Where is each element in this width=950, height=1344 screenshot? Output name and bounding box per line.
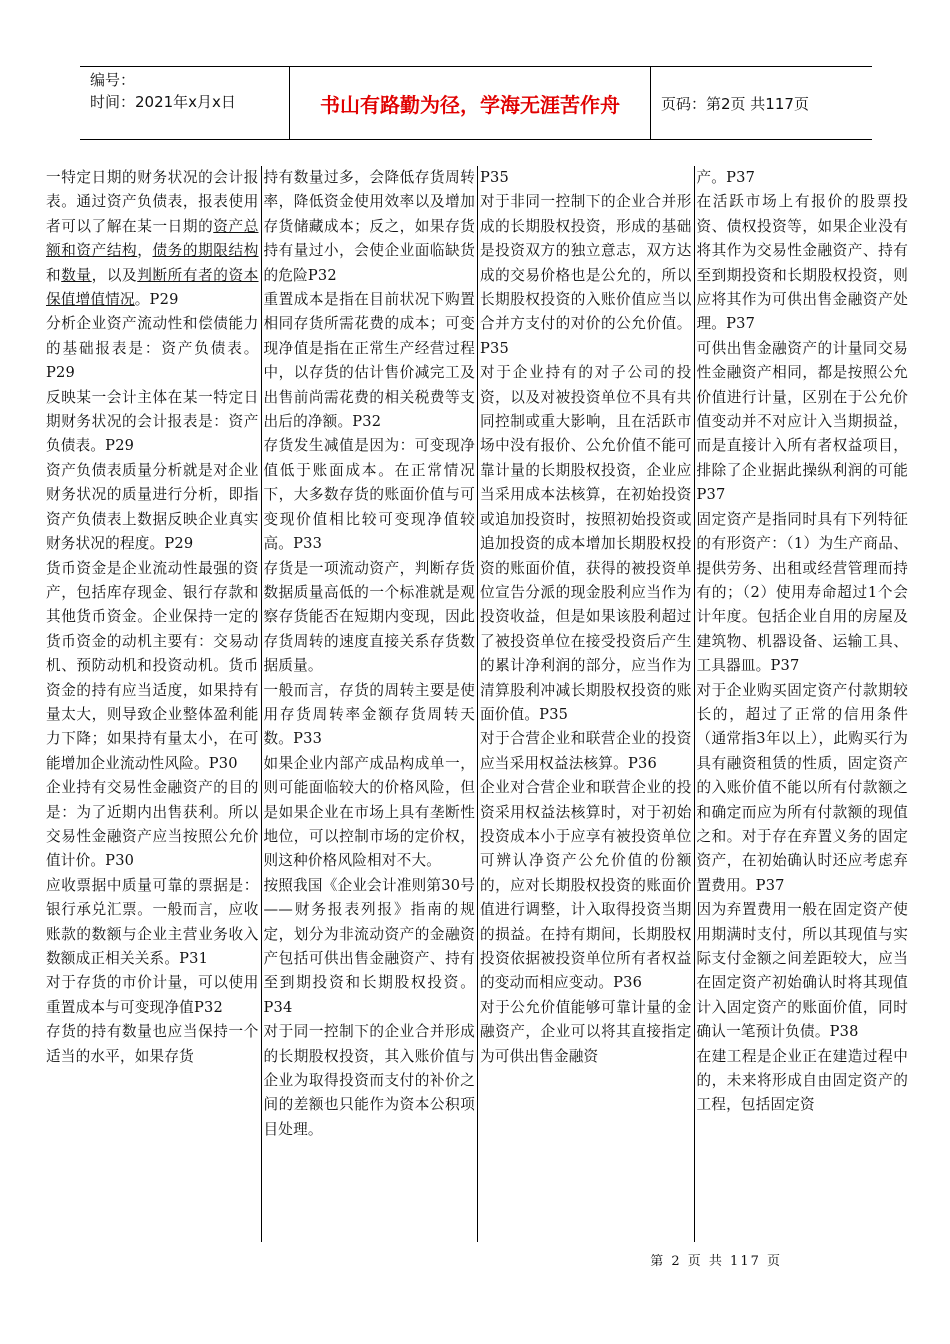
text-run: 和: [46, 266, 62, 284]
underlined-text: 资产总额和资产结构: [46, 217, 259, 260]
paragraph: 对于合营企业和联营企业的投资应当采用权益法核算。P36: [480, 730, 692, 772]
header-motto: 书山有路勤为径，学海无涯苦作舟: [290, 67, 651, 139]
text-run: 。P29: [134, 291, 179, 309]
paragraph: 存货的持有数量也应当保持一个适当的水平，如果存货: [46, 1023, 259, 1065]
doc-time-label: 时间：2021年x月x日: [90, 93, 236, 111]
paragraph: 在建工程是企业正在建造过程中的，未来将形成自由固定资产的工程，包括固定资: [696, 1047, 908, 1114]
paragraph: 分析企业资产流动性和偿债能力的基础报表是：资产负债表。P29: [46, 315, 259, 382]
paragraph: 存货发生减值是因为：可变现净值低于账面成本。在正常情况下，大多数存货的账面价值与可变现价值相比较可变现净值较高。P33: [263, 437, 475, 553]
paragraph: 对于非同一控制下的企业合并形成的长期股权投资，形成的基础是投资双方的独立意志，双方达成的交易价格也是公允的，所以长期股权投资的入账价值应当以合并方支付的对价的公允价值。P35: [480, 193, 692, 357]
paragraph: 按照我国《企业会计准则第30号——财务报表列报》指南的规定，划分为非流动资产的金融资产包括可供出售金融资产、持有至到期投资和长期股权投资。P34: [263, 876, 475, 1016]
underlined-text: 债务的期限结构: [152, 242, 259, 260]
paragraph: 因为弃置费用一般在固定资产使用期满时支付，所以其现值与实际支付金额之间差距较大，应当在固定资产初始确认时将其现值计入固定资产的账面价值，同时确认一笔预计负债。P38: [696, 901, 908, 1041]
paragraph: 对于同一控制下的企业合并形成的长期股权投资，其入账价值与企业为取得投资而支付的补价之间的差额也只能作为资本公积项目处理。: [263, 1023, 475, 1138]
paragraph: 货币资金是企业流动性最强的资产，包括库存现金、银行存款和其他货币资金。企业保持一定的货币资金的动机主要有：交易动机、预防动机和投资动机。货币资金的持有应当适度，如果持有量太大，则导致企业整体盈利能力下降；如果持有量太小，在可能增加企业流动性风险。P30: [46, 559, 259, 772]
header-page-info: 页码：第2页 共117页: [661, 94, 809, 113]
column-3: [477, 166, 694, 1242]
paragraph: 企业持有交易性金融资产的目的是：为了近期内出售获利。所以交易性金融资产应当按照公允价值计价。P30: [46, 779, 259, 870]
paragraph: 存货是一项流动资产，判断存货数据质量高低的一个标准就是观察存货能否在短期内变现，因此存货周转的速度直接关系存货数据质量。: [263, 559, 475, 675]
paragraph: 可供出售金融资产的计量同交易性金融资产相同，都是按照公允价值进行计量，区别在于公允价值变动并不对应计入当期损益，而是直接计入所有者权益项目，排除了企业据此操纵利润的可能P37: [696, 339, 908, 504]
doc-number-label: 编号：: [90, 71, 136, 89]
paragraph: [46, 166, 259, 312]
underlined-text: 数量: [61, 266, 92, 284]
paragraph: 对于公允价值能够可靠计量的金融资产，企业可以将其直接指定为可供出售金融资: [480, 998, 692, 1065]
underlined-text: 判断所有者的资本保值增值情况: [46, 266, 259, 309]
text-run: 一特定日期的财务状况的会计报表。通过资产负债表，报表使用者可以了解在某一日期的: [46, 169, 259, 235]
paragraph: 资产负债表质量分析就是对企业财务状况的质量进行分析，即指资产负债表上数据反映企业真实财务状况的程度。P29: [46, 461, 259, 553]
text-run: ，: [137, 242, 153, 260]
page-footer: 第 2 页 共 117 页: [650, 1254, 782, 1269]
paragraph: 应收票据中质量可靠的票据是：银行承兑汇票。一般而言，应收账款的数额与企业主营业务收入数额成正相关关系。P31: [46, 876, 259, 967]
paragraph: P35: [480, 169, 509, 186]
column-1: [44, 166, 261, 1242]
content-columns: [44, 166, 910, 1242]
paragraph: 在活跃市场上有报价的股票投资、债权投资等，如果企业没有将其作为交易性金融资产、持有至到期投资和长期股权投资，则应将其作为可供出售金融资产处理。P37: [696, 193, 908, 333]
text-run: ，以及: [91, 266, 138, 284]
header-meta: [80, 67, 290, 139]
paragraph: 如果企业内部产成品构成单一，则可能面临较大的价格风险，但是如果企业在市场上具有垄断性地位，可以控制市场的定价权，则这种价格风险相对不大。: [263, 754, 475, 870]
paragraph: 一般而言，存货的周转主要是使用存货周转率金额存货周转天数。P33: [263, 681, 475, 748]
page-header: [80, 66, 872, 140]
paragraph: 反映某一会计主体在某一特定日期财务状况的会计报表是：资产负债表。P29: [46, 388, 259, 455]
paragraph: 企业对合营企业和联营企业的投资采用权益法核算时，对于初始投资成本小于应享有被投资单位可辨认净资产公允价值的份额的，应对长期股权投资的账面价值进行调整，计入取得投资当期的损益。在持有期间，长期股权投资依据被投资单位所有者权益的变动而相应变动。P36: [480, 779, 692, 992]
paragraph: 对于企业持有的对子公司的投资，以及对被投资单位不具有共同控制或重大影响，且在活跃市场中没有报价、公允价值不能可靠计量的长期股权投资，企业应当采用成本法核算，在初始投资或追加投资时，按照初始投资或追加投资的成本增加长期股权投资的账面价值，获得的被投资单位宣告分派的现金股利应当作为投资收益，但是如果该股利超过了被投资单位在接受投资后产生的累计净利润的部分，应当作为清算股利冲减长期股权投资的账面价值。P35: [480, 364, 692, 723]
column-2: [261, 166, 478, 1242]
paragraph: 对于存货的市价计量，可以使用重置成本与可变现净值P32: [46, 974, 259, 1016]
paragraph: 产。P37: [696, 169, 756, 186]
column-4: [694, 166, 911, 1242]
paragraph: 持有数量过多，会降低存货周转率，降低资金使用效率以及增加存货储藏成本；反之，如果存货持有量过小，会使企业面临缺货的危险P32: [263, 169, 475, 284]
paragraph: 对于企业购买固定资产付款期较长的，超过了正常的信用条件（通常指3年以上），此购买行为具有融资租赁的性质，固定资产的入账价值不能以所有付款额之和确定而应为所有付款额的现值之和。对于存在弃置义务的固定资产，在初始确认时还应考虑弃置费用。P37: [696, 681, 908, 894]
paragraph: 重置成本是指在目前状况下购置相同存货所需花费的成本；可变现净值是指在正常生产经营过程中，以存货的估计售价减完工及出售前尚需花费的相关税费等支出后的净额。P32: [263, 291, 475, 431]
paragraph: 固定资产是指同时具有下列特征的有形资产：（1）为生产商品、提供劳务、出租或经营管理而持有的；（2）使用寿命超过1个会计年度。包括企业自用的房屋及建筑物、机器设备、运输工具、工具器皿。P37: [696, 510, 908, 675]
